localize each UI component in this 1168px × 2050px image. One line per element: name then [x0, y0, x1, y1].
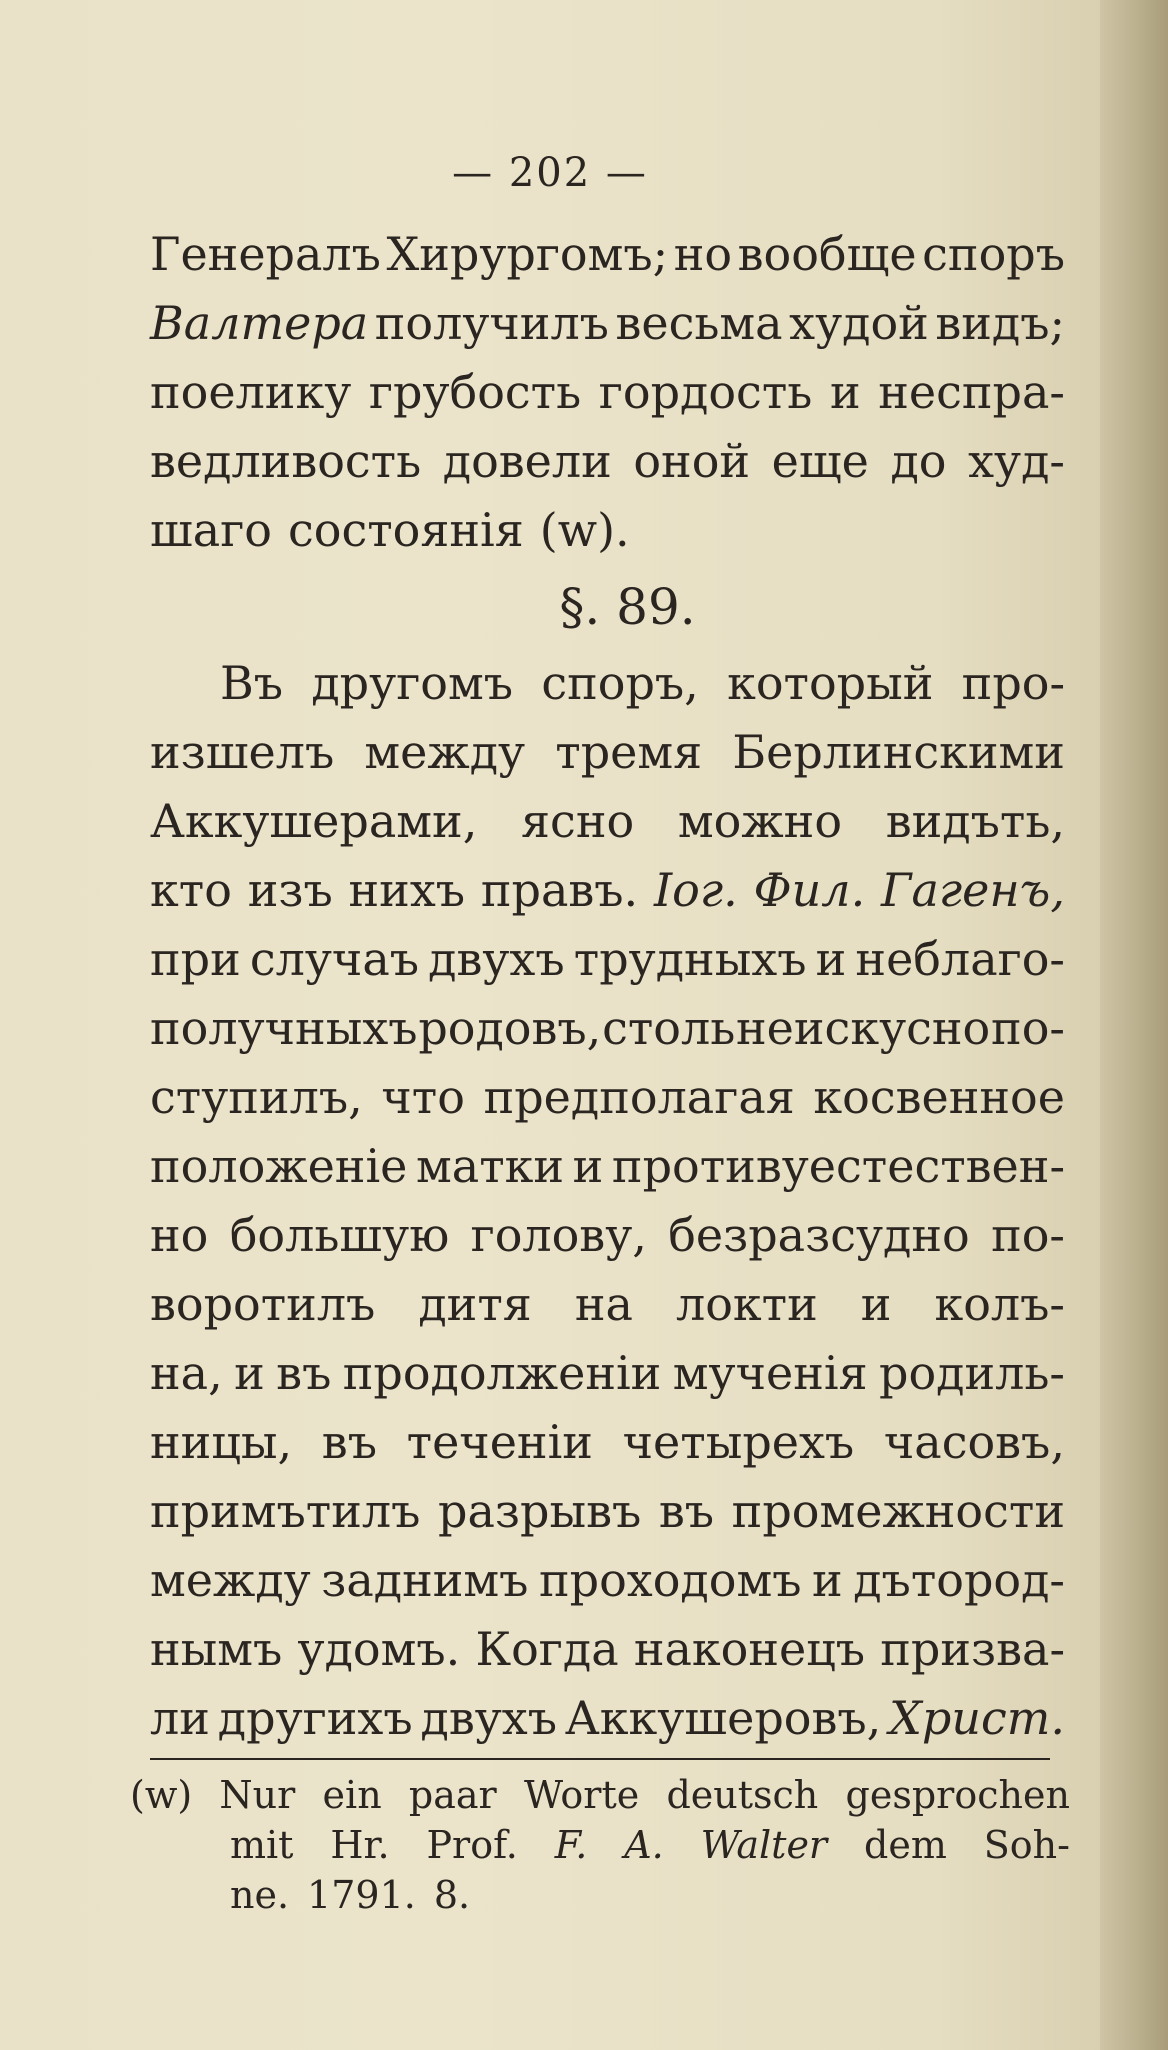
word: между [364, 725, 526, 779]
word: споръ [922, 227, 1065, 281]
word: изшелъ [150, 725, 335, 779]
text-line [150, 1270, 1065, 1339]
word: и [829, 365, 861, 419]
word: видъ; [935, 296, 1065, 350]
page-number: — 202 — [452, 150, 648, 196]
word: другихъ [217, 1691, 413, 1745]
word: по- [991, 1001, 1065, 1055]
word: гордость [598, 365, 813, 419]
word: ясно [521, 794, 635, 848]
text-line [150, 994, 1065, 1063]
text-line [150, 358, 1065, 427]
word: заднимъ [321, 1553, 529, 1607]
word: 8. [433, 1873, 471, 1917]
word: и [234, 1346, 265, 1400]
word: другомъ [311, 656, 514, 710]
word: 1791. [307, 1873, 416, 1917]
word: проходомъ [538, 1553, 802, 1607]
word: вообще [737, 227, 917, 281]
word: видъть, [885, 794, 1065, 848]
word: неблаго- [855, 932, 1065, 986]
word: Prof. [426, 1823, 518, 1867]
section-heading: §. 89. [559, 578, 696, 636]
word: Nur [219, 1773, 296, 1817]
word: большую [229, 1208, 450, 1262]
word: по- [991, 1208, 1065, 1262]
word: двухъ [428, 932, 565, 986]
text-line [150, 856, 1065, 925]
word-italic-name: F. [554, 1823, 588, 1867]
word: двухъ [420, 1691, 558, 1745]
text-line [150, 1201, 1065, 1270]
word: Когда [475, 1622, 619, 1676]
word: споръ, [541, 656, 699, 710]
word: ne. [230, 1873, 290, 1917]
word: paar [408, 1773, 497, 1817]
word: получныхъ [150, 1001, 418, 1055]
word: мученія [672, 1346, 868, 1400]
word-italic-name: A. [624, 1823, 664, 1867]
text-line [150, 1546, 1065, 1615]
word: весьма [615, 296, 783, 350]
word: на, [150, 1346, 223, 1400]
word: но [150, 1208, 209, 1262]
word: нихъ [348, 863, 466, 917]
word: призва- [880, 1622, 1065, 1676]
word: ведливость [150, 434, 422, 488]
word: Въ [220, 656, 284, 710]
word: между [150, 1553, 311, 1607]
word: до [890, 434, 947, 488]
word: примътилъ [150, 1484, 421, 1538]
word: безразсудно [668, 1208, 970, 1262]
word: ein [322, 1773, 382, 1817]
word: ли [150, 1691, 210, 1745]
word: дътород- [853, 1553, 1065, 1607]
word: и [815, 932, 847, 986]
word: но [673, 227, 733, 281]
word: промежности [731, 1484, 1065, 1538]
text-line [150, 220, 1065, 289]
word: еще [771, 434, 869, 488]
word: родиль- [879, 1346, 1065, 1400]
word: противуестествен- [611, 1139, 1065, 1193]
text-line [150, 1477, 1065, 1546]
word: разрывъ [438, 1484, 642, 1538]
word: въ [658, 1484, 715, 1538]
word: можно [677, 794, 843, 848]
word: получилъ [374, 296, 609, 350]
word: въ [276, 1346, 332, 1400]
text-line [150, 1063, 1065, 1132]
word: при [150, 932, 241, 986]
word: родовъ, [418, 1001, 602, 1055]
word: дитя [418, 1277, 532, 1331]
text-line [150, 787, 1065, 856]
word: наконецъ [633, 1622, 866, 1676]
word: что [381, 1070, 465, 1124]
text-line [150, 1684, 1065, 1753]
text-line [150, 1408, 1065, 1477]
word: удомъ. [297, 1622, 461, 1676]
word: локти [675, 1277, 818, 1331]
word: и [572, 1139, 604, 1193]
word: Soh- [983, 1823, 1070, 1867]
word: поелику [150, 365, 352, 419]
word: правъ. [480, 863, 639, 917]
text-line [150, 289, 1065, 358]
word: нымъ [150, 1622, 283, 1676]
text-line [150, 1132, 1065, 1201]
word: который [727, 656, 934, 710]
word: неспра- [878, 365, 1065, 419]
word: худ- [968, 434, 1065, 488]
word: Берлинскими [732, 725, 1065, 779]
footnote-line [130, 1870, 1070, 1920]
word-italic-name: Гагенъ, [881, 863, 1065, 917]
text-line [150, 1339, 1065, 1408]
word: кто [150, 863, 232, 917]
text-line [150, 1615, 1065, 1684]
word: тремя [555, 725, 703, 779]
word: въ [321, 1415, 377, 1469]
word-italic-name: Walter [700, 1823, 828, 1867]
word: четырехъ [622, 1415, 855, 1469]
word: теченіи [406, 1415, 593, 1469]
word: Worte [523, 1773, 640, 1817]
word: dem [864, 1823, 947, 1867]
word-italic-name: Валтера [150, 296, 369, 350]
body-text [150, 220, 1065, 1753]
word: оной [633, 434, 751, 488]
word-italic-name: Христ. [889, 1691, 1065, 1745]
word: состоянія [288, 503, 524, 557]
word: худой [789, 296, 929, 350]
book-spine-edge [1100, 0, 1168, 2050]
word: gesprochen [845, 1773, 1070, 1817]
footnote-line [130, 1820, 1070, 1870]
word: шаго [150, 503, 272, 557]
text-line [150, 718, 1065, 787]
word: столь [602, 1001, 736, 1055]
word: на [574, 1277, 633, 1331]
word: продолженіи [342, 1346, 662, 1400]
word: часовъ, [883, 1415, 1065, 1469]
footnote-reference: (w). [539, 503, 630, 557]
word: Аккушеровъ, [564, 1691, 882, 1745]
word: Аккушерами, [150, 794, 478, 848]
word: и [860, 1277, 892, 1331]
word: и [812, 1553, 843, 1607]
text-line [150, 649, 1065, 718]
text-line [150, 427, 1065, 496]
word-italic-name: Фил. [753, 863, 866, 917]
word: Хирургомъ; [386, 227, 669, 281]
word: косвенное [813, 1070, 1065, 1124]
word: предполагая [483, 1070, 795, 1124]
text-line [150, 925, 1065, 994]
word: ступилъ, [150, 1070, 363, 1124]
word: неискусно [736, 1001, 991, 1055]
word: случаъ [249, 932, 420, 986]
word: довели [442, 434, 612, 488]
word: положеніе [150, 1139, 408, 1193]
word: изъ [247, 863, 333, 917]
word: матки [416, 1139, 565, 1193]
word: воротилъ [150, 1277, 376, 1331]
word: грубость [368, 365, 582, 419]
footnote [130, 1770, 1070, 1920]
word: Hr. [330, 1823, 390, 1867]
word: Генералъ [150, 227, 381, 281]
word: трудныхъ [573, 932, 807, 986]
footnote-marker: (w) [130, 1773, 193, 1817]
word: deutsch [666, 1773, 819, 1817]
text-line [150, 496, 1065, 565]
word: ницы, [150, 1415, 293, 1469]
word: колъ- [934, 1277, 1065, 1331]
word: про- [961, 656, 1065, 710]
footnote-line [130, 1770, 1070, 1820]
word: голову, [470, 1208, 647, 1262]
footnote-divider [150, 1758, 1050, 1760]
word-italic-name: Іог. [653, 863, 738, 917]
word: mit [230, 1823, 294, 1867]
